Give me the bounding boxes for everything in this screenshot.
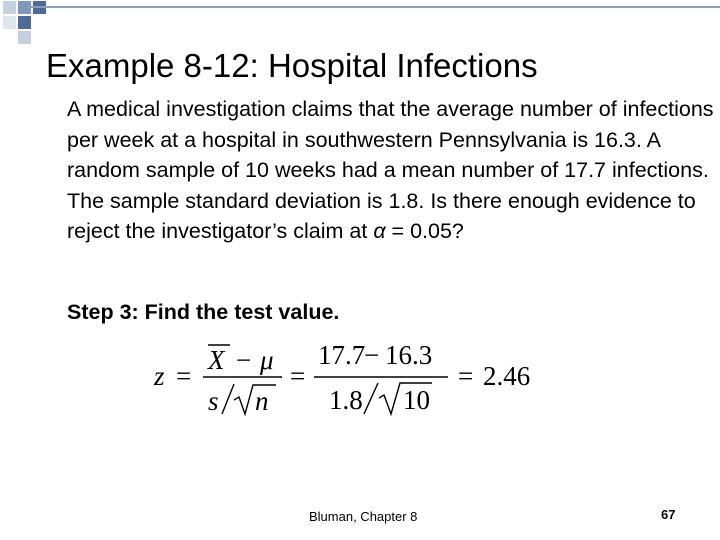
formula-std-dev: 1.8 xyxy=(329,385,363,415)
formula-equals-1: = xyxy=(176,361,192,391)
formula-minus-2: − xyxy=(364,340,380,370)
formula-result: 2.46 xyxy=(483,361,531,391)
page-number: 67 xyxy=(661,507,676,522)
formula-minus-1: − xyxy=(236,345,252,375)
formula-sample-size: 10 xyxy=(403,385,430,415)
formula-mu: μ xyxy=(260,345,274,375)
problem-text: A medical investigation claims that the average number of infections per week at a hospital in southwestern Pennsylvania is 16.3. A random sample of 10 weeks had a mean number of 17.7 infections. The sample standard deviation is 1.8. Is there enough evidence to reject the investigator’s claim at xyxy=(67,97,714,244)
deco-square xyxy=(18,31,31,44)
formula-xbar: X xyxy=(208,345,225,375)
formula-equals-3: = xyxy=(458,361,474,391)
slash-2 xyxy=(364,383,378,414)
header-rule-line xyxy=(28,6,720,8)
deco-square xyxy=(3,1,16,14)
formula-s: s xyxy=(208,386,219,416)
formula-z: z xyxy=(154,361,165,391)
slash-1 xyxy=(222,384,234,414)
formula-claimed-mean: 16.3 xyxy=(385,340,433,370)
problem-statement xyxy=(67,94,717,247)
alpha-symbol: α xyxy=(373,219,386,244)
test-value-formula xyxy=(148,336,558,420)
footer-source: Bluman, Chapter 8 xyxy=(309,509,418,524)
formula-sample-mean: 17.7 xyxy=(318,340,366,370)
slide-title: Example 8-12: Hospital Infections xyxy=(46,47,538,84)
formula-equals-2: = xyxy=(290,361,306,391)
step-heading: Step 3: Find the test value. xyxy=(67,300,340,324)
deco-square xyxy=(18,16,31,29)
formula-n: n xyxy=(255,386,269,416)
problem-text-end: = 0.05? xyxy=(385,219,464,244)
deco-square xyxy=(3,16,16,29)
